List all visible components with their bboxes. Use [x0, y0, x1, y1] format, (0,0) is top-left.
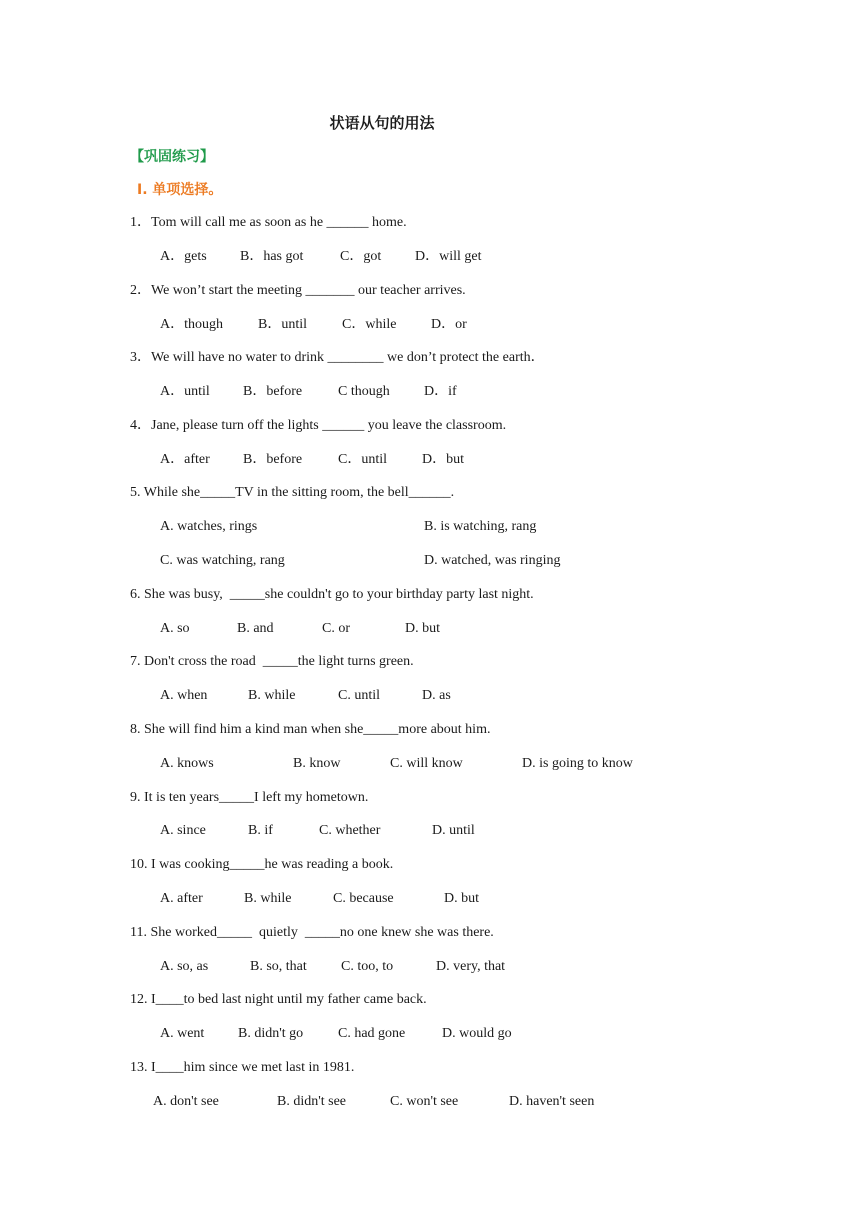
- question-12-stem: 12. I____to bed last night until my father came back.: [130, 992, 427, 1007]
- question-13-stem: 13. I____him since we met last in 1981.: [130, 1060, 355, 1075]
- question-4-stem: 4．Jane, please turn off the lights ______ you leave the classroom.: [130, 418, 507, 433]
- q6-option-a: A. so: [160, 621, 190, 636]
- q4-option-a: A．after: [160, 452, 210, 467]
- q1-option-c: C．got: [340, 249, 382, 264]
- question-11-stem: 11. She worked_____ quietly _____no one knew she was there.: [130, 925, 494, 940]
- q11-option-c: C. too, to: [341, 959, 394, 974]
- q10-option-c: C. because: [333, 891, 394, 906]
- q5-option-a: A. watches, rings: [160, 519, 258, 534]
- q1-option-d: D．will get: [415, 249, 482, 264]
- q12-option-a: A. went: [160, 1026, 205, 1041]
- q4-option-b: B．before: [243, 452, 303, 467]
- question-2-stem: 2．We won’t start the meeting _______ our teacher arrives.: [130, 283, 466, 298]
- q13-option-d: D. haven't seen: [509, 1094, 595, 1109]
- part-heading: I. 单项选择。: [137, 182, 223, 198]
- q9-option-d: D. until: [432, 823, 475, 838]
- q11-option-d: D. very, that: [436, 959, 506, 974]
- q2-option-d: D．or: [431, 317, 467, 332]
- q7-option-a: A. when: [160, 688, 208, 703]
- q5-option-c: C. was watching, rang: [160, 553, 285, 568]
- q8-option-b: B. know: [293, 756, 341, 771]
- q2-option-c: C．while: [342, 317, 397, 332]
- q10-option-d: D. but: [444, 891, 479, 906]
- q3-option-b: B．before: [243, 384, 303, 399]
- q4-option-c: C．until: [338, 452, 388, 467]
- q12-option-b: B. didn't go: [238, 1026, 304, 1041]
- question-3-stem: 3．We will have no water to drink ________ we don’t protect the earth．: [130, 350, 545, 365]
- q9-option-c: C. whether: [319, 823, 381, 838]
- q6-option-d: D. but: [405, 621, 440, 636]
- q6-option-c: C. or: [322, 621, 350, 636]
- question-10-stem: 10. I was cooking_____he was reading a book.: [130, 857, 394, 872]
- section-heading: 【巩固练习】: [130, 149, 214, 165]
- q8-option-d: D. is going to know: [522, 756, 633, 771]
- q2-option-a: A．though: [160, 317, 223, 332]
- q12-option-c: C. had gone: [338, 1026, 406, 1041]
- question-1-stem: 1．Tom will call me as soon as he ______ home.: [130, 215, 407, 230]
- q8-option-c: C. will know: [390, 756, 463, 771]
- q4-option-d: D．but: [422, 452, 464, 467]
- q3-option-a: A．until: [160, 384, 210, 399]
- q8-option-a: A. knows: [160, 756, 214, 771]
- q1-option-a: A．gets: [160, 249, 207, 264]
- q11-option-b: B. so, that: [250, 959, 307, 974]
- question-9-stem: 9. It is ten years_____I left my hometown.: [130, 790, 369, 805]
- q9-option-b: B. if: [248, 823, 273, 838]
- q12-option-d: D. would go: [442, 1026, 512, 1041]
- page-title: 状语从句的用法: [329, 114, 435, 132]
- question-7-stem: 7. Don't cross the road _____the light turns green.: [130, 654, 414, 669]
- q9-option-a: A. since: [160, 823, 206, 838]
- q11-option-a: A. so, as: [160, 959, 209, 974]
- q7-option-c: C. until: [338, 688, 381, 703]
- question-5-stem: 5. While she_____TV in the sitting room, the bell______.: [130, 485, 455, 500]
- question-6-stem: 6. She was busy, _____she couldn't go to your birthday party last night.: [130, 587, 534, 602]
- q13-option-c: C. won't see: [390, 1094, 459, 1109]
- q3-option-c: C though: [338, 384, 390, 399]
- q13-option-b: B. didn't see: [277, 1094, 347, 1109]
- q5-option-d: D. watched, was ringing: [424, 553, 561, 568]
- q3-option-d: D．if: [424, 384, 457, 399]
- q5-option-b: B. is watching, rang: [424, 519, 537, 534]
- q7-option-b: B. while: [248, 688, 296, 703]
- q10-option-b: B. while: [244, 891, 292, 906]
- question-8-stem: 8. She will find him a kind man when she_____more about him.: [130, 722, 491, 737]
- q2-option-b: B．until: [258, 317, 308, 332]
- q13-option-a: A. don't see: [153, 1094, 219, 1109]
- q6-option-b: B. and: [237, 621, 274, 636]
- q7-option-d: D. as: [422, 688, 451, 703]
- q10-option-a: A. after: [160, 891, 203, 906]
- q1-option-b: B．has got: [240, 249, 304, 264]
